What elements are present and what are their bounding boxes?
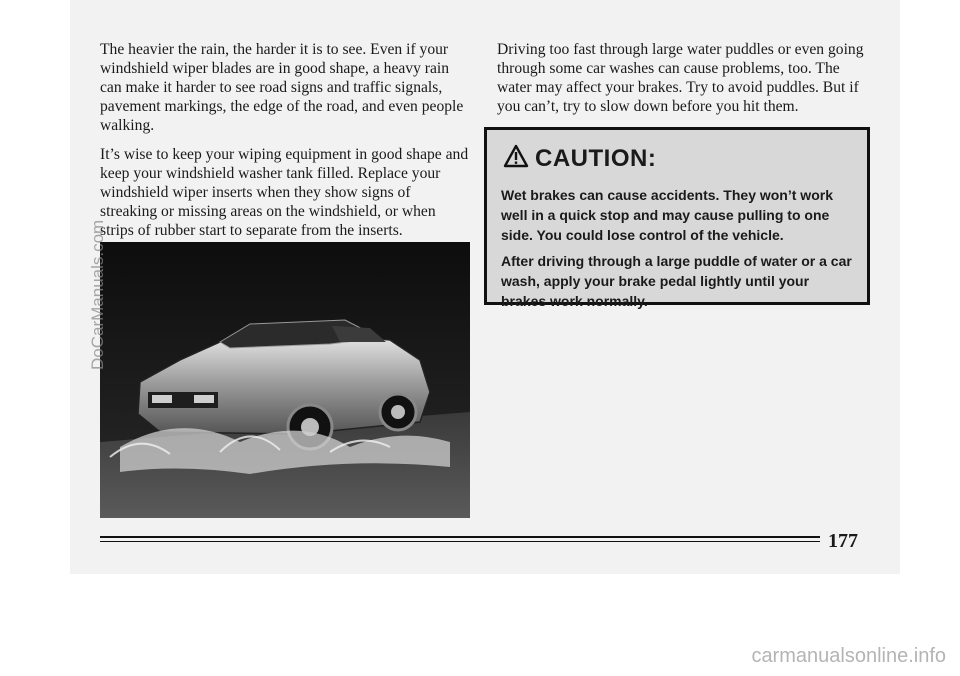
right-column — [497, 40, 869, 116]
page-number: 177 — [828, 530, 858, 552]
brake-drying-instruction: After driving through a large puddle of water or a car wash, apply your brake pedal lightly until your brakes work normally. — [501, 253, 852, 309]
car-splash-illustration — [100, 242, 470, 518]
left-column — [100, 40, 470, 250]
caution-box — [484, 127, 870, 309]
caution-title: CAUTION: — [535, 144, 657, 172]
car-puddle-photo — [100, 242, 470, 518]
warning-triangle-icon — [503, 144, 529, 173]
caution-header — [503, 144, 656, 173]
caution-body — [501, 185, 856, 317]
wiper-maintenance-paragraph: It’s wise to keep your wiping equipment in good shape and keep your windshield washer tank filled. Replace your windshield wiper inserts when they show signs of streaking or missing areas on the windshield, or when strips of rubber start to separate from the inserts. — [100, 146, 469, 239]
footer-rule — [100, 536, 820, 538]
footer-rule-thin — [100, 541, 820, 542]
rain-visibility-paragraph: The heavier the rain, the harder it is to see. Even if your windshield wiper blades are in good shape, a heavy rain can make it harder to see road signs and traffic signals, pavement markings, the edge of the road, and even people walking. — [100, 41, 464, 134]
puddles-paragraph: Driving too fast through large water puddles or even going through some car washes can cause problems, too. The water may affect your brakes. Try to avoid puddles. But if you can’t, try to slow down before you hit them. — [497, 41, 864, 115]
bottom-watermark: carmanualsonline.info — [751, 645, 946, 667]
wet-brakes-warning: Wet brakes can cause accidents. They won’t work well in a quick stop and may cause pulling to one side. You could lose control of the vehicle. — [501, 187, 833, 243]
side-watermark: DoCarManuals.com — [88, 219, 107, 370]
